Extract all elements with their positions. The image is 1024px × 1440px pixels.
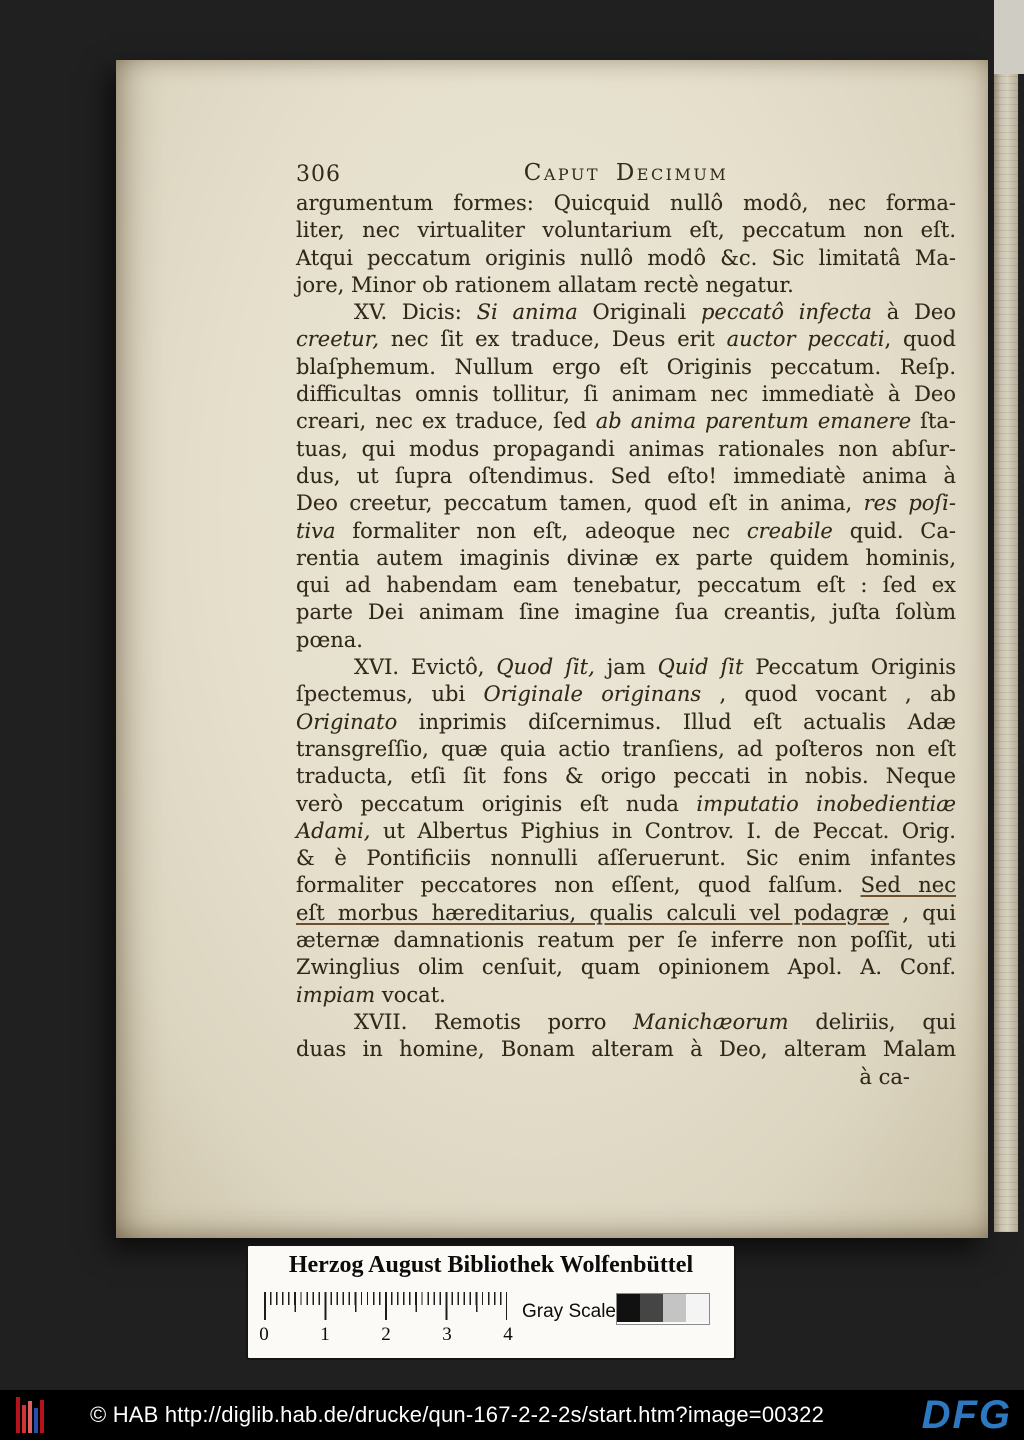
ruler-number: 0 bbox=[259, 1324, 269, 1345]
chapter-heading: Caput Decimum bbox=[523, 160, 729, 186]
text-line: eſt morbus hæreditarius, qualis calculi vel podagræ , qui bbox=[296, 900, 956, 925]
footer-copyright-url: © HAB http://diglib.hab.de/drucke/qun-167-2-2-2s/start.htm?image=00322 bbox=[90, 1402, 825, 1427]
text-line: creetur, nec ſit ex traduce, Deus erit auctor peccati, quod bbox=[296, 327, 956, 352]
text-line: XVI. Evictô, Quod ſit, jam Quid ſit Peccatum Originis bbox=[354, 655, 956, 680]
text-line: difficultas omnis tollitur, ſi animam nec immediatè à Deo bbox=[296, 382, 956, 407]
text-line: ſpectemus, ubi Originale originans , quod vocant , ab bbox=[296, 682, 956, 707]
gray-scale-label: Gray Scale bbox=[522, 1301, 616, 1322]
text-line: tuas, qui modus propagandi animas rationales non abſur- bbox=[296, 436, 956, 461]
text-line: jore, Minor ob rationem allatam rectè negatur. bbox=[296, 272, 794, 297]
page-number: 306 bbox=[296, 162, 341, 187]
library-title: Herzog August Bibliothek Wolfenbüttel bbox=[288, 1252, 694, 1278]
gray-patch bbox=[686, 1294, 709, 1322]
ruler-ticks bbox=[264, 1292, 510, 1322]
text-line: Atqui peccatum originis nullô modô &c. Sic limitatâ Ma- bbox=[296, 245, 956, 270]
book-fore-edge bbox=[994, 72, 1018, 1232]
dfg-logo: DFG bbox=[921, 1392, 1012, 1437]
ruler-number: 2 bbox=[381, 1324, 391, 1345]
text-line: dus, ut ſupra oſtendimus. Sed eſto! immediatè anima à bbox=[296, 463, 956, 488]
gray-patch bbox=[663, 1294, 686, 1322]
text-line: & è Pontificiis nonnulli aſſeruerunt. Sic enim infantes bbox=[296, 846, 956, 871]
text-line: traducta, etſi ſit fons & origo peccati in nobis. Neque bbox=[296, 764, 956, 789]
text-line: formaliter peccatores non eſſent, quod falſum. Sed nec bbox=[296, 873, 956, 898]
ruler-number: 3 bbox=[442, 1324, 452, 1345]
page-text bbox=[296, 190, 956, 1091]
text-line: XV. Dicis: Si anima Originali peccatô infecta à Deo bbox=[354, 300, 956, 325]
text-line: duas in homine, Bonam alteram à Deo, alteram Malam bbox=[296, 1037, 956, 1062]
text-line: tiva formaliter non eſt, adeoque nec creabile quid. Ca- bbox=[296, 518, 956, 543]
text-line: liter, nec virtualiter voluntarium eſt, peccatum non eſt. bbox=[296, 218, 956, 243]
text-line: impiam vocat. bbox=[296, 982, 446, 1007]
ruler-numbers bbox=[254, 1324, 518, 1346]
text-line: transgreſſio, quæ quia actio tranſiens, ad poſteros non eſt bbox=[296, 736, 956, 761]
text-line: Zwinglius olim cenſuit, quam opinionem Apol. A. Conf. bbox=[296, 955, 956, 980]
text-line: pœna. bbox=[296, 627, 363, 652]
gray-patch bbox=[617, 1294, 640, 1322]
text-line: verò peccatum originis eſt nuda imputatio inobedientiæ bbox=[296, 791, 956, 816]
scale-card bbox=[246, 1244, 736, 1360]
text-line: parte Dei animam ſine imagine ſua creantis, juſta ſolùm bbox=[296, 600, 956, 625]
text-line: blaſphemum. Nullum ergo eſt Originis peccatum. Reſp. bbox=[296, 354, 956, 379]
text-line: XVII. Remotis porro Manichæorum deliriis, qui bbox=[354, 1009, 956, 1034]
page-corner bbox=[994, 0, 1024, 74]
gray-patch bbox=[640, 1294, 663, 1322]
text-line: qui ad habendam eam tenebatur, peccatum eſt : ſed ex bbox=[296, 573, 956, 598]
footer-bar bbox=[0, 1390, 1024, 1440]
text-line: rentia autem imaginis divinæ ex parte quidem hominis, bbox=[296, 545, 956, 570]
gray-scale-patches bbox=[616, 1293, 710, 1325]
page-header bbox=[296, 160, 956, 190]
ruler-number: 4 bbox=[503, 1324, 513, 1345]
text-line: æternæ damnationis reatum per ſe inferre non poſſit, uti bbox=[296, 928, 956, 953]
text-line: creari, nec ex traduce, ſed ab anima parentum emanere ſta- bbox=[296, 409, 956, 434]
hab-logo-icon bbox=[16, 1397, 50, 1433]
text-line: à ca- bbox=[859, 1064, 910, 1089]
text-line: Adami, ut Albertus Pighius in Controv. I. de Peccat. Orig. bbox=[296, 818, 956, 843]
ruler-number: 1 bbox=[320, 1324, 330, 1345]
text-line: Originato inprimis diſcernimus. Illud eſt actualis Adæ bbox=[296, 709, 956, 734]
text-line: Deo creetur, peccatum tamen, quod eſt in anima, res poſi- bbox=[296, 491, 956, 516]
scanned-page bbox=[116, 60, 988, 1238]
text-line: argumentum formes: Quicquid nullô modô, nec forma- bbox=[296, 191, 956, 215]
